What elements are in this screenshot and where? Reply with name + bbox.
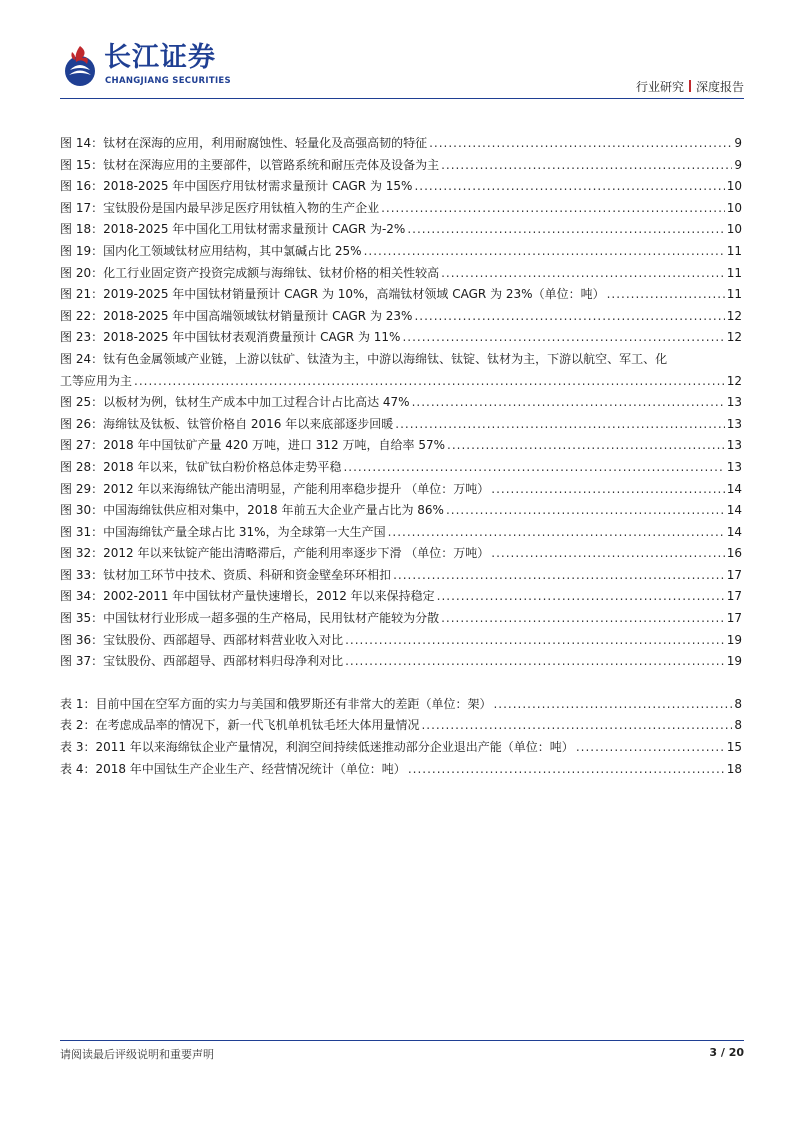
figure-entry[interactable]: 图 25：以板材为例，钛材生产成本中加工过程合计占比高达 47% ..... 13	[60, 392, 742, 414]
figure-entry[interactable]: 图 21：2019-2025 年中国钛材销量预计 CAGR 为 10%，高端钛材领域 CAGR 为 23%（单位：吨） ..... 11	[60, 284, 742, 306]
footer-divider	[60, 1040, 744, 1041]
figure-entry[interactable]: 图 32：2012 年以来钛锭产能出清略滞后，产能利用率逐步下滑 （单位：万吨） ..... 16	[60, 543, 742, 565]
logo-flame-icon	[60, 44, 100, 88]
figure-entry-multiline[interactable]: 图 24：钛有色金属领域产业链，上游以钛矿、钛渣为主，中游以海绵钛、钛锭、钛材为主，下游以航空、军工、化 工等应用为主 ..... 12	[60, 349, 742, 392]
figure-entry[interactable]: 图 22：2018-2025 年中国高端领域钛材销量预计 CAGR 为 23% ..... 12	[60, 306, 742, 328]
table-entry[interactable]: 表 3：2011 年以来海绵钛企业产量情况，利润空间持续低迷推动部分企业退出产能（单位：吨） ..... 15	[60, 737, 742, 759]
logo-english-name: CHANGJIANG SECURITIES	[105, 76, 231, 86]
figure-entry[interactable]: 图 26：海绵钛及钛板、钛管价格自 2016 年以来底部逐步回暖 ..... 13	[60, 414, 742, 436]
table-list	[60, 694, 742, 780]
figure-entry[interactable]: 图 34：2002-2011 年中国钛材产量快速增长，2012 年以来保持稳定 ..... 17	[60, 586, 742, 608]
figure-entry[interactable]: 图 19：国内化工领域钛材应用结构，其中氯碱占比 25% ..... 11	[60, 241, 742, 263]
figure-entry[interactable]: 图 15：钛材在深海应用的主要部件，以管路系统和耐压壳体及设备为主 ..... 9	[60, 155, 742, 177]
figure-entry[interactable]: 图 31：中国海绵钛产量全球占比 31%，为全球第一大生产国 ..... 14	[60, 522, 742, 544]
figure-entry[interactable]: 图 28：2018 年以来，钛矿钛白粉价格总体走势平稳 ..... 13	[60, 457, 742, 479]
figure-list	[60, 133, 742, 673]
figure-entry[interactable]: 图 27：2018 年中国钛矿产量 420 万吨，进口 312 万吨，自给率 57% ..... 13	[60, 435, 742, 457]
page-number: 3 / 20	[709, 1046, 744, 1059]
figure-entry[interactable]: 图 16：2018-2025 年中国医疗用钛材需求量预计 CAGR 为 15% ..... 10	[60, 176, 742, 198]
table-entry[interactable]: 表 4：2018 年中国钛生产企业生产、经营情况统计（单位：吨） ..... 18	[60, 759, 742, 781]
header-divider	[60, 98, 744, 99]
figure-entry[interactable]: 图 37：宝钛股份、西部超导、西部材料归母净利对比 ..... 19	[60, 651, 742, 673]
table-entry[interactable]: 表 2：在考虑成品率的情况下，新一代飞机单机钛毛坯大体用量情况 ..... 8	[60, 715, 742, 737]
figure-entry[interactable]: 图 23：2018-2025 年中国钛材表观消费量预计 CAGR 为 11% ..... 12	[60, 327, 742, 349]
tag-divider	[689, 80, 691, 92]
figure-entry[interactable]: 图 30：中国海绵钛供应相对集中，2018 年前五大企业产量占比为 86% ..... 14	[60, 500, 742, 522]
figure-entry[interactable]: 图 35：中国钛材行业形成一超多强的生产格局，民用钛材产能较为分散 ..... 17	[60, 608, 742, 630]
company-logo	[60, 40, 270, 92]
figure-entry[interactable]: 图 20：化工行业固定资产投资完成额与海绵钛、钛材价格的相关性较高 ..... 11	[60, 263, 742, 285]
figure-entry[interactable]: 图 36：宝钛股份、西部超导、西部材料营业收入对比 ..... 19	[60, 630, 742, 652]
figure-entry[interactable]: 图 17：宝钛股份是国内最早涉足医疗用钛植入物的生产企业 ..... 10	[60, 198, 742, 220]
report-type: 深度报告	[695, 80, 744, 94]
logo-chinese-name: 长江证券	[104, 42, 216, 73]
report-category: 行业研究	[635, 80, 684, 94]
report-tags	[636, 78, 744, 95]
table-entry[interactable]: 表 1：目前中国在空军方面的实力与美国和俄罗斯还有非常大的差距（单位：架） ..... 8	[60, 694, 742, 716]
figure-entry[interactable]: 图 29：2012 年以来海绵钛产能出清明显，产能利用率稳步提升 （单位：万吨） ..... 14	[60, 479, 742, 501]
list-of-figures-and-tables	[60, 133, 742, 780]
disclaimer-note: 请阅读最后评级说明和重要声明	[60, 1048, 214, 1061]
figure-entry[interactable]: 图 18：2018-2025 年中国化工用钛材需求量预计 CAGR 为-2% ..... 10	[60, 219, 742, 241]
figure-entry[interactable]: 图 14：钛材在深海的应用，利用耐腐蚀性、轻量化及高强高韧的特征 ..... 9	[60, 133, 742, 155]
page-header	[60, 38, 744, 98]
figure-entry[interactable]: 图 33：钛材加工环节中技术、资质、科研和资金壁垒环环相扣 ..... 17	[60, 565, 742, 587]
